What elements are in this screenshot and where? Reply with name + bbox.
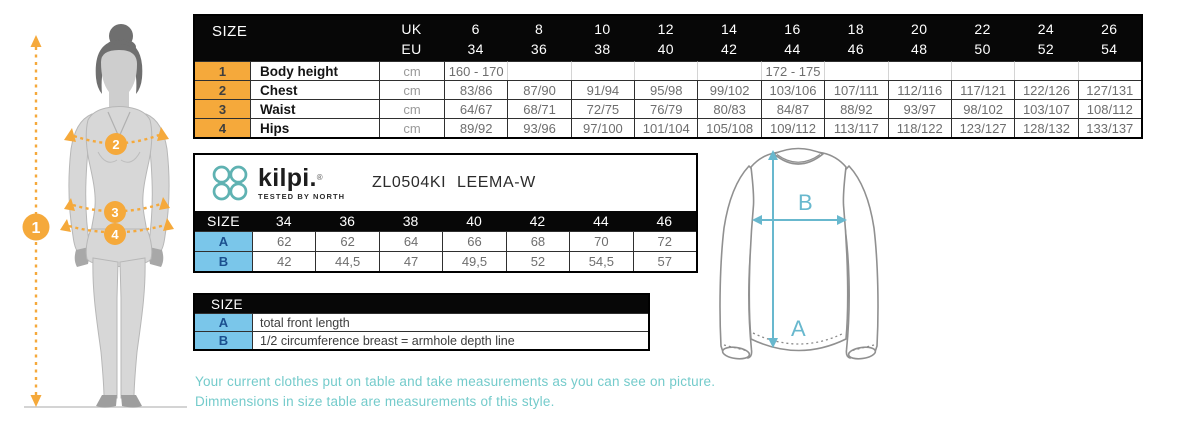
size-column-header: 38 <box>379 211 442 231</box>
row-number: 3 <box>195 99 250 118</box>
row-label: Chest <box>250 80 379 99</box>
measurement-value: 93/96 <box>507 118 570 137</box>
measurement-value: 122/126 <box>1014 80 1077 99</box>
label-a: A <box>791 316 806 341</box>
garment-dimensions-table <box>193 153 698 273</box>
row-label: Hips <box>250 118 379 137</box>
brand-name: kilpi.® <box>258 164 323 192</box>
size-column-header: 16 44 <box>761 16 824 61</box>
shirt-diagram <box>695 140 975 380</box>
dimension-value: 57 <box>633 251 696 271</box>
size-column-header: 18 46 <box>824 16 887 61</box>
measurement-value <box>1014 61 1077 80</box>
measurement-value: 89/92 <box>444 118 507 137</box>
kilpi-logo <box>209 162 345 204</box>
svg-text:1: 1 <box>31 220 41 237</box>
eu-label: EU <box>401 41 422 57</box>
dimension-value: 64 <box>379 231 442 251</box>
dimension-key: B <box>195 251 252 271</box>
brand-tagline: TESTED BY NORTH <box>258 192 346 201</box>
row-number: 2 <box>195 80 250 99</box>
measurement-value: 101/104 <box>634 118 697 137</box>
dimension-value: 52 <box>506 251 569 271</box>
dimension-key: A <box>195 313 252 331</box>
row-unit: cm <box>379 99 444 118</box>
body-measurements-table <box>193 14 1143 139</box>
measurement-value: 99/102 <box>697 80 760 99</box>
brand-text <box>258 165 345 201</box>
measurement-value: 172 - 175 <box>761 61 824 80</box>
measurement-value: 88/92 <box>824 99 887 118</box>
measurement-value: 80/83 <box>697 99 760 118</box>
size-column-header: 44 <box>569 211 632 231</box>
measurement-value: 87/90 <box>507 80 570 99</box>
dimension-legend-table <box>193 293 650 351</box>
marker-2 <box>105 133 127 155</box>
measurement-value: 72/75 <box>571 99 634 118</box>
size-column-header: 20 48 <box>888 16 951 61</box>
size-header-label: SIZE <box>195 211 252 231</box>
measurement-value: 103/106 <box>761 80 824 99</box>
dimension-value: 47 <box>379 251 442 271</box>
mannequin-legs <box>93 258 145 398</box>
measurement-value <box>507 61 570 80</box>
size-column-header: 12 40 <box>634 16 697 61</box>
measurement-value: 123/127 <box>951 118 1014 137</box>
measurement-value: 93/97 <box>888 99 951 118</box>
measurement-value: 118/122 <box>888 118 951 137</box>
registered-mark: ® <box>316 173 323 182</box>
size-column-header: 34 <box>252 211 315 231</box>
product-header <box>195 155 696 211</box>
dimension-value: 62 <box>252 231 315 251</box>
row-number: 1 <box>195 61 250 80</box>
size-column-header: 14 42 <box>697 16 760 61</box>
measurement-value: 109/112 <box>761 118 824 137</box>
size-column-header: 10 38 <box>571 16 634 61</box>
row-unit: cm <box>379 80 444 99</box>
row-number: 4 <box>195 118 250 137</box>
size-column-header: 22 50 <box>951 16 1014 61</box>
label-b: B <box>798 190 813 215</box>
mannequin-figure <box>0 0 190 428</box>
measurement-value: 84/87 <box>761 99 824 118</box>
product-code: ZL0504KI <box>372 174 447 191</box>
measurement-value: 64/67 <box>444 99 507 118</box>
dimension-value: 66 <box>442 231 505 251</box>
uk-eu-header <box>379 16 444 61</box>
measurement-value <box>571 61 634 80</box>
measurement-value <box>697 61 760 80</box>
size-column-header: 42 <box>506 211 569 231</box>
size-header-label: SIZE <box>195 16 379 61</box>
marker-1 <box>23 214 50 241</box>
note-line-2: Dimmensions in size table are measurements of this style. <box>195 394 555 409</box>
dimension-value: 68 <box>506 231 569 251</box>
measurement-value: 68/71 <box>507 99 570 118</box>
measurement-value: 128/132 <box>1014 118 1077 137</box>
size-column-header: 36 <box>315 211 378 231</box>
dimension-value: 72 <box>633 231 696 251</box>
dimension-value: 62 <box>315 231 378 251</box>
product-name: LEEMA-W <box>457 174 536 191</box>
measurement-value: 127/131 <box>1078 80 1141 99</box>
size-column-header: 6 34 <box>444 16 507 61</box>
measurement-value: 108/112 <box>1078 99 1141 118</box>
dimension-value: 49,5 <box>442 251 505 271</box>
measurement-value <box>888 61 951 80</box>
size-column-header: 40 <box>442 211 505 231</box>
measurement-value: 117/121 <box>951 80 1014 99</box>
size-column-header: 8 36 <box>507 16 570 61</box>
dimension-key: B <box>195 331 252 349</box>
size-header-label: SIZE <box>195 295 648 313</box>
measurement-note <box>195 372 715 412</box>
measurement-value <box>1078 61 1141 80</box>
measurement-value: 160 - 170 <box>444 61 507 80</box>
dimension-value: 70 <box>569 231 632 251</box>
measurement-value: 112/116 <box>888 80 951 99</box>
size-column-header: 24 52 <box>1014 16 1077 61</box>
size-column-header: 26 54 <box>1078 16 1141 61</box>
row-label: Body height <box>250 61 379 80</box>
measurement-value: 76/79 <box>634 99 697 118</box>
mannequin-feet <box>96 395 142 408</box>
dimension-value: 42 <box>252 251 315 271</box>
measurement-value: 83/86 <box>444 80 507 99</box>
row-unit: cm <box>379 61 444 80</box>
svg-text:2: 2 <box>112 137 120 152</box>
measurement-value: 105/108 <box>697 118 760 137</box>
measurement-value: 95/98 <box>634 80 697 99</box>
measurement-value: 98/102 <box>951 99 1014 118</box>
measurement-value <box>634 61 697 80</box>
kilpi-knot-icon <box>209 162 251 204</box>
dimension-description: total front length <box>252 313 648 331</box>
svg-text:3: 3 <box>111 205 119 220</box>
size-column-header: 46 <box>633 211 696 231</box>
marker-4 <box>104 223 126 245</box>
measurement-value: 133/137 <box>1078 118 1141 137</box>
uk-label: UK <box>401 21 422 37</box>
marker-3 <box>104 201 126 223</box>
row-unit: cm <box>379 118 444 137</box>
dimension-key: A <box>195 231 252 251</box>
note-line-1: Your current clothes put on table and take measurements as you can see on picture. <box>195 374 716 389</box>
measurement-value: 107/111 <box>824 80 887 99</box>
measurement-value: 91/94 <box>571 80 634 99</box>
measurement-value: 113/117 <box>824 118 887 137</box>
measurement-value: 97/100 <box>571 118 634 137</box>
dimension-value: 44,5 <box>315 251 378 271</box>
measurement-value: 103/107 <box>1014 99 1077 118</box>
mannequin-face <box>101 50 137 112</box>
dimension-value: 54,5 <box>569 251 632 271</box>
measurement-value <box>824 61 887 80</box>
measurement-value <box>951 61 1014 80</box>
svg-text:4: 4 <box>111 227 119 242</box>
dimension-description: 1/2 circumference breast = armhole depth line <box>252 331 648 349</box>
row-label: Waist <box>250 99 379 118</box>
